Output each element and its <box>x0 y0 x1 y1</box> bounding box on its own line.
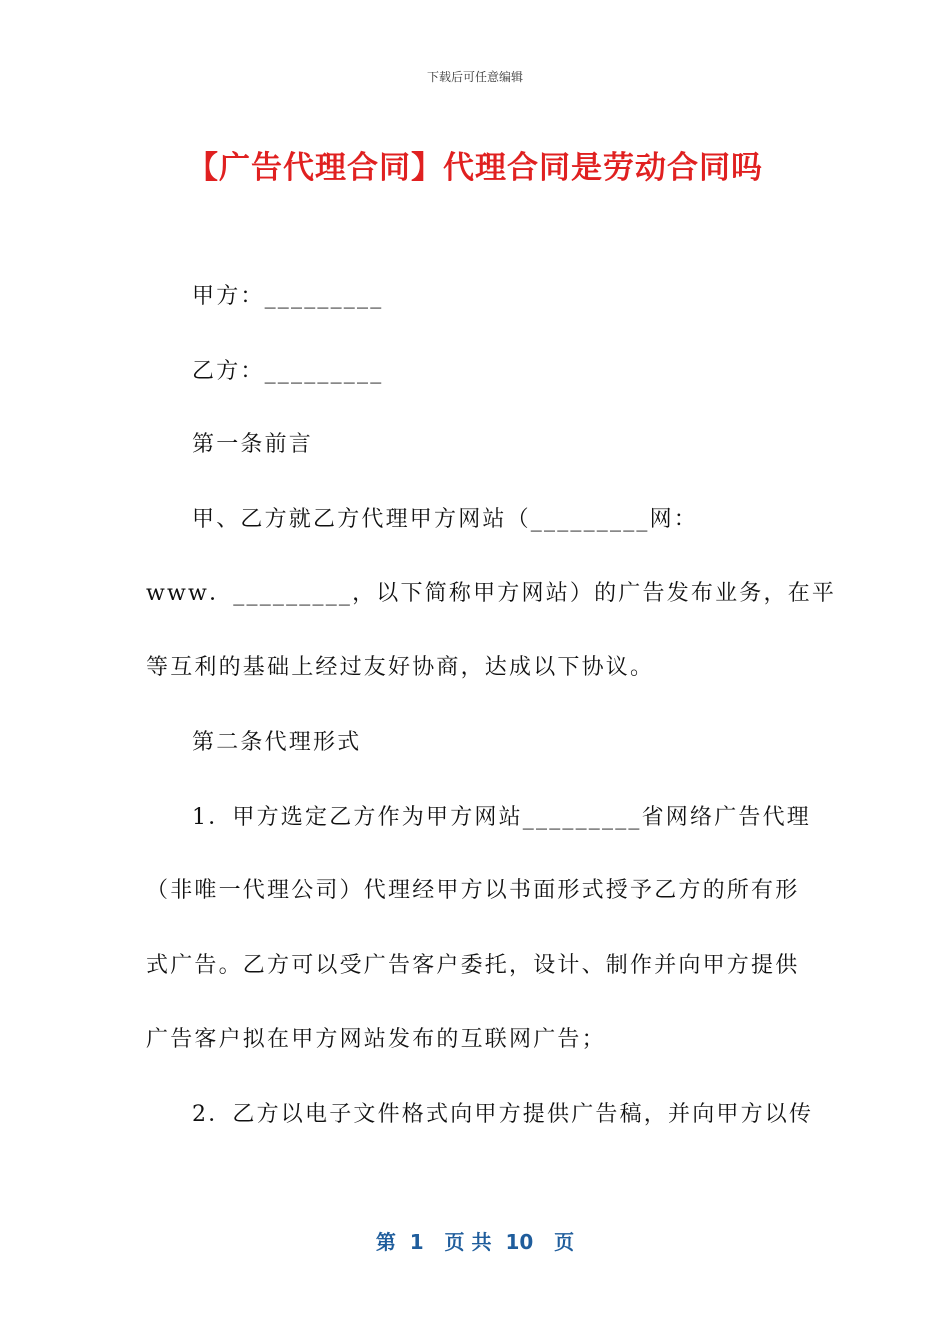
page-number-footer: 第 1 页 共 10 页 <box>375 1230 575 1254</box>
paragraph-line: www．_________，以下简称甲方网站）的广告发布业务，在平 <box>146 581 837 606</box>
article-1-heading: 第一条前言 <box>192 432 314 457</box>
document-title: 【广告代理合同】代理合同是劳动合同吗 <box>187 150 763 186</box>
party-a-line: 甲方：_________ <box>192 284 384 309</box>
paragraph-line: 甲、乙方就乙方代理甲方网站（_________网： <box>192 507 699 532</box>
party-b-line: 乙方：_________ <box>192 359 384 384</box>
paragraph-line: 式广告。乙方可以受广告客户委托，设计、制作并向甲方提供 <box>146 953 800 978</box>
paragraph-line: 广告客户拟在甲方网站发布的互联网广告； <box>146 1027 606 1052</box>
paragraph-line: 1．甲方选定乙方作为甲方网站_________省网络广告代理 <box>192 805 811 830</box>
paragraph-line: 2．乙方以电子文件格式向甲方提供广告稿，并向甲方以传 <box>192 1102 814 1127</box>
header-note: 下载后可任意编辑 <box>426 70 523 84</box>
paragraph-line: 等互利的基础上经过友好协商，达成以下协议。 <box>146 655 655 680</box>
article-2-heading: 第二条代理形式 <box>192 730 362 755</box>
paragraph-line: （非唯一代理公司）代理经甲方以书面形式授予乙方的所有形 <box>146 878 800 903</box>
